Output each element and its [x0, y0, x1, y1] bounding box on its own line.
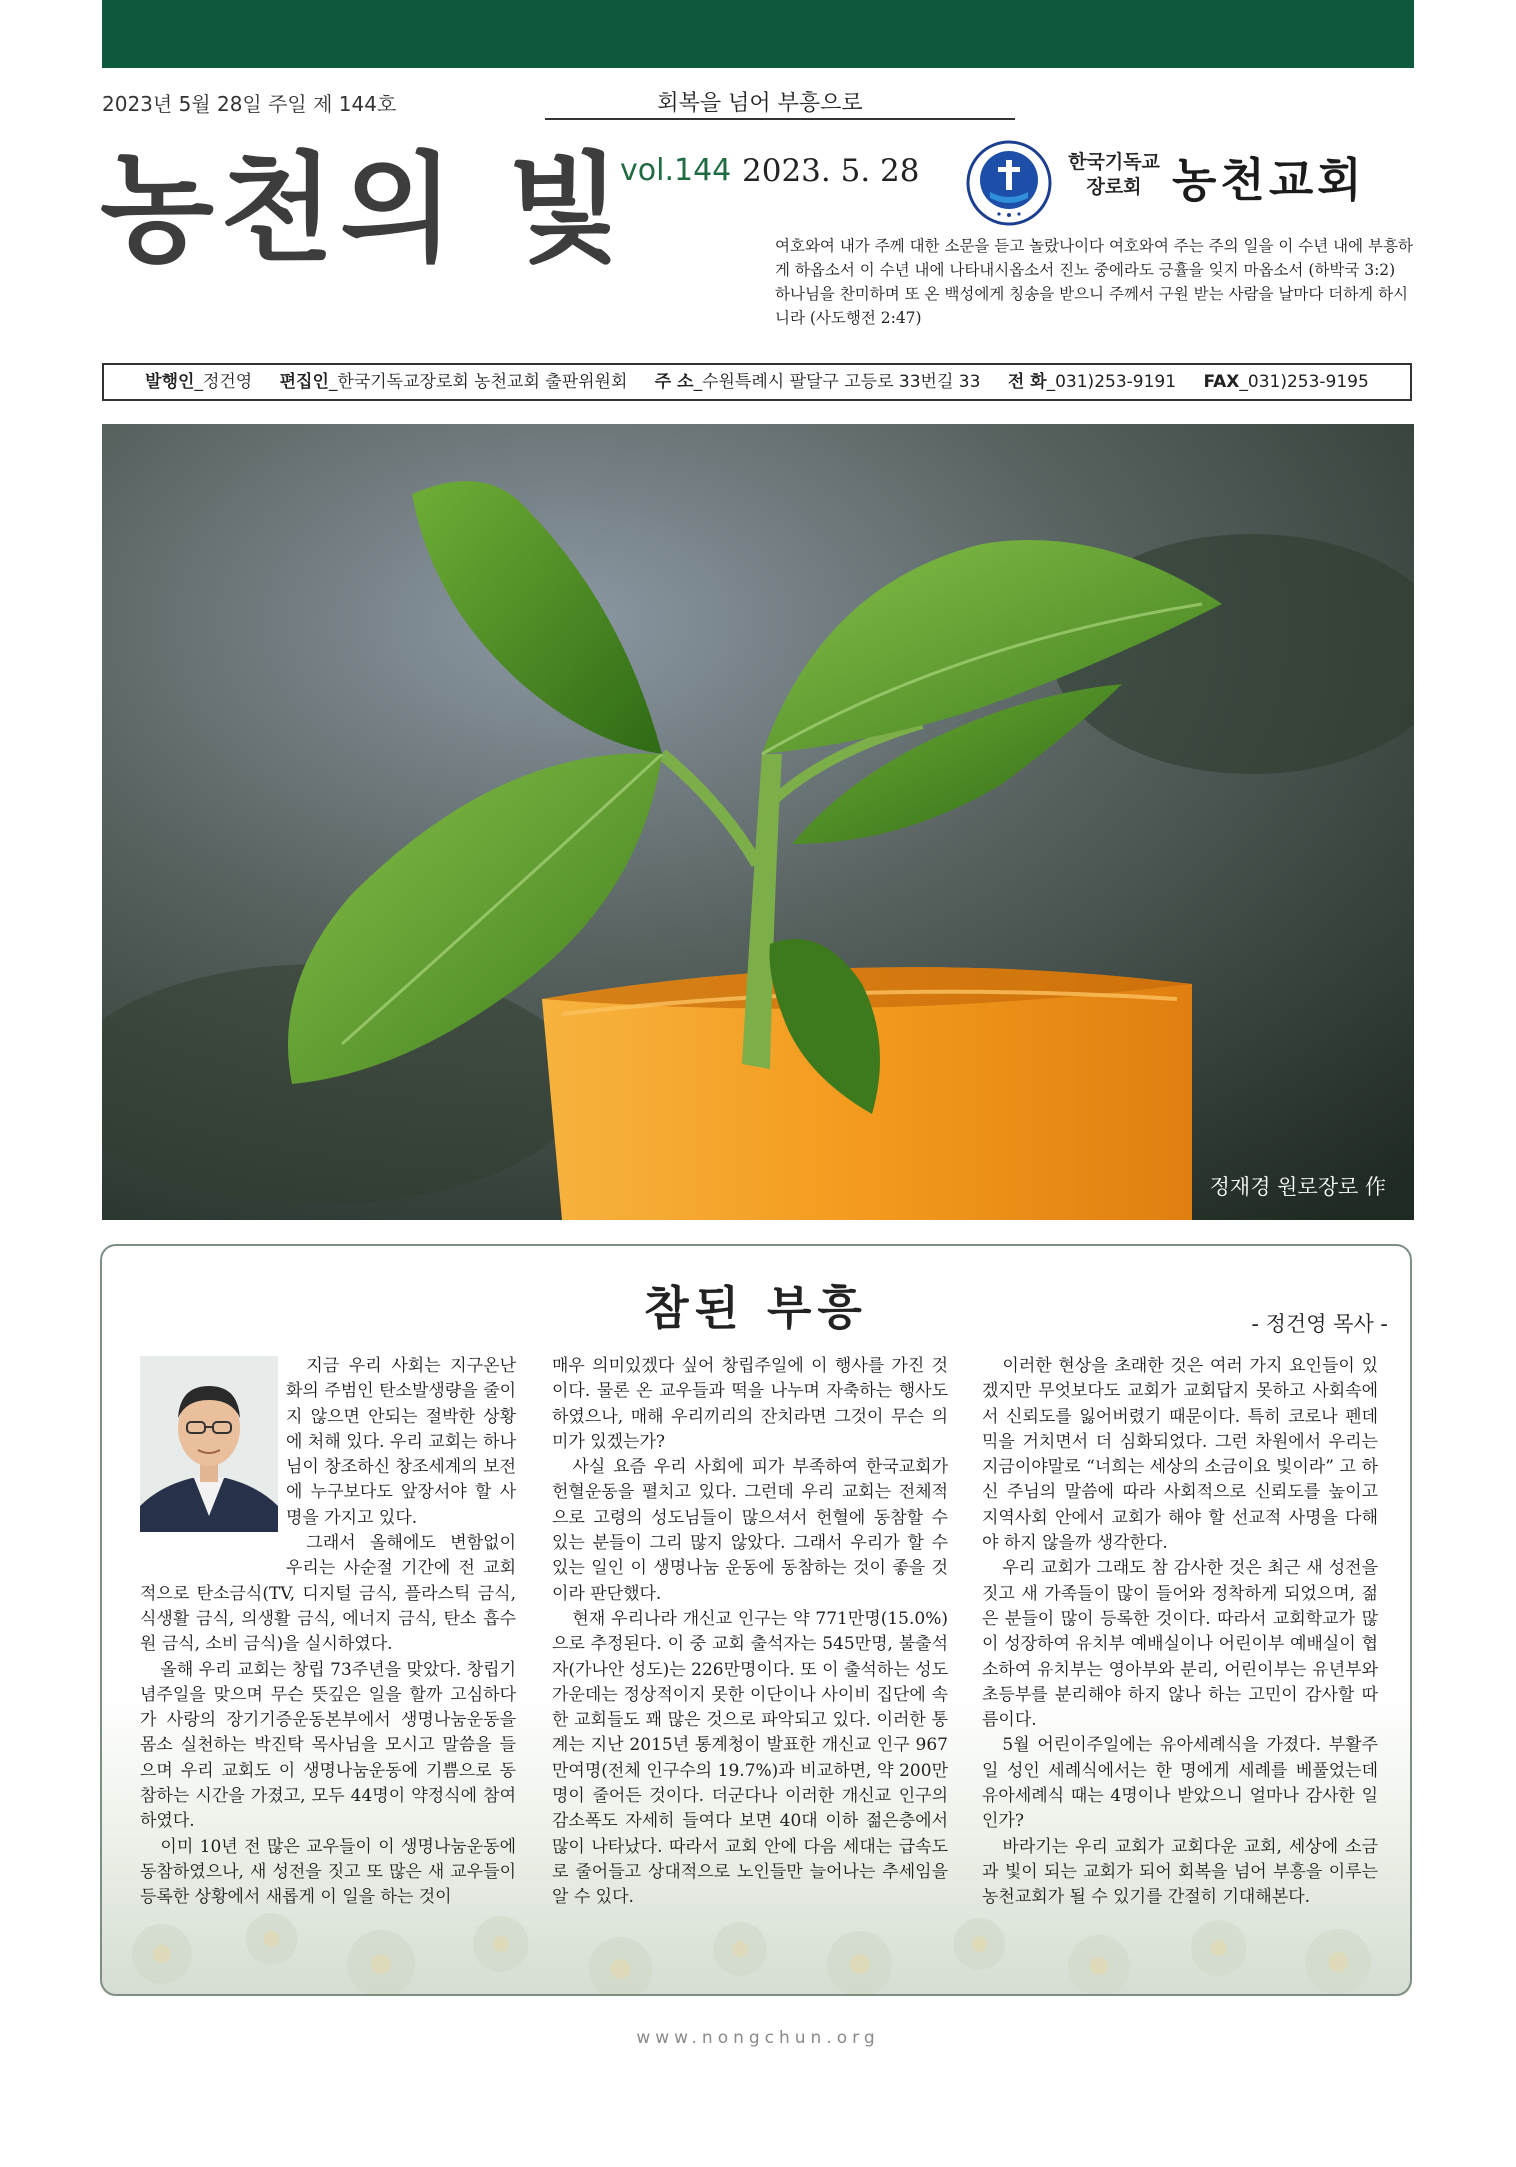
article-paragraph: 우리 교회가 그래도 참 감사한 것은 최근 새 성전을 짓고 새 가족들이 많이 들어와 정착하게 되었으며, 젊은 분들이 많이 등록한 것이다. 따라서 교회학교가 많이 성장하여 유치부 예배실이나 어린이부 예배실이 협소하여 유치부는 영아부와 분리, 어린이부는 유년부와 초등부를 분리해야 하지 않나 하는 고민이 감사할 따름이다.	[982, 1558, 1378, 1731]
denomination-name: 한국기독교 장로회	[1068, 151, 1160, 198]
phone-label: 전 화	[1007, 372, 1047, 392]
publisher-value: _정건영	[194, 372, 253, 392]
address-value: _수원특례시 팔달구 고등로 33번길 33	[693, 372, 981, 392]
church-name: 농천교회	[1172, 153, 1366, 207]
verse-acts: 하나님을 찬미하며 또 온 백성에게 칭송을 받으니 주께서 구원 받는 사람을 날마다 더하게 하시니라 (사도행전 2:47)	[775, 285, 1409, 327]
article-author: - 정건영 목사 -	[1251, 1312, 1388, 1336]
article-column-3	[982, 1354, 1378, 1911]
masthead-title: 농천의 빛	[100, 139, 628, 278]
phone-value: _031)253-9191	[1046, 372, 1177, 392]
article-paragraph: 그래서 올해에도 변함없이 우리는 사순절 기간에 전 교회적으로 탄소금식(TV, 디지털 금식, 플라스틱 금식, 식생활 금식, 의생활 금식, 에너지 금식, 탄소 흡수원 금식, 소비 금식)을 실시하였다.	[140, 1533, 516, 1655]
photo-credit: 정재경 원로장로 作	[1209, 1175, 1386, 1199]
article-title: 참된 부흥	[644, 1281, 868, 1335]
verse-habakkuk: 여호와여 내가 주께 대한 소문을 듣고 놀랐나이다 여호와여 주는 주의 일을 이 수년 내에 부흥하게 하옵소서 이 수년 내에 나타내시옵소서 진노 중에라도 긍휼을 잊지 마옵소서 (하박국 3:2)	[775, 237, 1413, 279]
bible-verses	[775, 234, 1415, 330]
article-paragraph: 사실 요즘 우리 사회에 피가 부족하여 한국교회가 헌혈운동을 펼치고 있다. 그런데 우리 교회는 전체적으로 고령의 성도님들이 많으셔서 헌혈에 동참할 수 있는 분들이 그리 많지 않았다. 그래서 우리가 할 수 있는 일인 이 생명나눔 운동에 동참하는 것이 좋을 것이라 판단했다.	[552, 1457, 948, 1604]
top-color-bar	[102, 0, 1414, 68]
church-emblem-icon	[966, 140, 1052, 226]
article-paragraph: 매우 의미있겠다 싶어 창립주일에 이 행사를 가진 것이다. 물론 온 교우들과 떡을 나누며 자축하는 행사도 하였으나, 매해 우리끼리의 잔치라면 그것이 무슨 의미가 있겠는가?	[552, 1356, 948, 1452]
article-paragraph: 이미 10년 전 많은 교우들이 이 생명나눔운동에 동참하였으나, 새 성전을 짓고 또 많은 새 교우들이 등록한 상황에서 새롭게 이 일을 하는 것이	[140, 1836, 516, 1908]
fax-label: FAX	[1203, 372, 1240, 392]
article-paragraph: 바라기는 우리 교회가 교회다운 교회, 세상에 소금과 빛이 되는 교회가 되어 회복을 넘어 부흥을 이루는 농천교회가 될 수 있기를 간절히 기대해본다.	[982, 1836, 1378, 1908]
article-paragraph: 지금 우리 사회는 지구온난화의 주범인 탄소발생량을 줄이지 않으면 안되는 절박한 상황에 처해 있다. 우리 교회는 하나님이 창조하신 창조세계의 보전에 누구보다도 앞장서야 할 사명을 가지고 있다.	[286, 1356, 516, 1528]
editor-value: _한국기독교장로회 농천교회 출판위원회	[328, 372, 628, 392]
article-paragraph: 현재 우리나라 개신교 인구는 약 771만명(15.0%)으로 추정된다. 이 중 교회 출석자는 545만명, 불출석자(가나안 성도)는 226만명이다. 또 이 출석하는 성도 가운데는 정상적이지 못한 이단이나 사이비 집단에 속한 교회들도 꽤 많은 것으로 파악되고 있다. 이러한 통계는 지난 2015년 통계청이 발표한 개신교 인구 967만여명(전체 인구수의 19.7%)과 비교하면, 약 200만명이 줄어든 것이다. 더군다나 이러한 개신교 인구의 감소폭도 자세히 들여다 보면 40대 이하 젊은층에서 많이 나타났다. 따라서 교회 안에 다음 세대는 급속도로 줄어들고 상대적으로 노인들만 늘어나는 추세임을 알 수 있다.	[552, 1608, 948, 1908]
cover-photo	[102, 424, 1414, 1220]
issue-date: 2023. 5. 28	[742, 153, 920, 189]
slogan-divider	[545, 118, 1015, 120]
article-column-2	[552, 1354, 948, 1911]
publisher-label: 발행인	[145, 372, 195, 392]
article-box	[100, 1244, 1412, 1996]
publication-info-bar	[102, 363, 1412, 401]
fax-value: _031)253-9195	[1239, 372, 1369, 392]
article-paragraph: 올해 우리 교회는 창립 73주년을 맞았다. 창립기념주일을 맞으며 무슨 뜻깊은 일을 할까 고심하다가 사랑의 장기기증운동본부에서 생명나눔운동을 몸소 실천하는 박진탁 목사님을 모시고 말씀을 들으며 우리 교회도 이 생명나눔운동에 기쁨으로 동참하는 시간을 가졌고, 모두 44명이 약정식에 참여하였다.	[140, 1659, 516, 1832]
editor-label: 편집인	[279, 372, 329, 392]
website-url[interactable]: www.nongchun.org	[636, 2028, 880, 2048]
volume-number: vol.144	[620, 153, 732, 188]
address-label: 주 소	[654, 372, 694, 392]
article-column-1	[140, 1354, 516, 1911]
issue-date-line: 2023년 5월 28일 주일 제 144호	[102, 92, 397, 116]
article-paragraph: 5월 어린이주일에는 유아세례식을 가졌다. 부활주일 성인 세례식에서는 한 명에게 세례를 베풀었는데 유아세례식 때는 4명이나 받았으니 얼마나 감사한 일인가?	[982, 1735, 1378, 1832]
slogan: 회복을 넘어 부흥으로	[657, 91, 863, 116]
article-paragraph: 이러한 현상을 초래한 것은 여러 가지 요인들이 있겠지만 무엇보다도 교회가 교회답지 못하고 사회속에서 신뢰도를 잃어버렸기 때문이다. 특히 코로나 펜데믹을 거치면서 더 심화되었다. 그런 차원에서 우리는 지금이야말로 “너희는 세상의 소금이요 빛이라” 고 하신 주님의 말씀에 따라 사회적으로 신뢰도를 높이고 지역사회 안에서 교회가 해야 할 선교적 사명을 다해야 하지 않을까 생각한다.	[982, 1356, 1378, 1554]
